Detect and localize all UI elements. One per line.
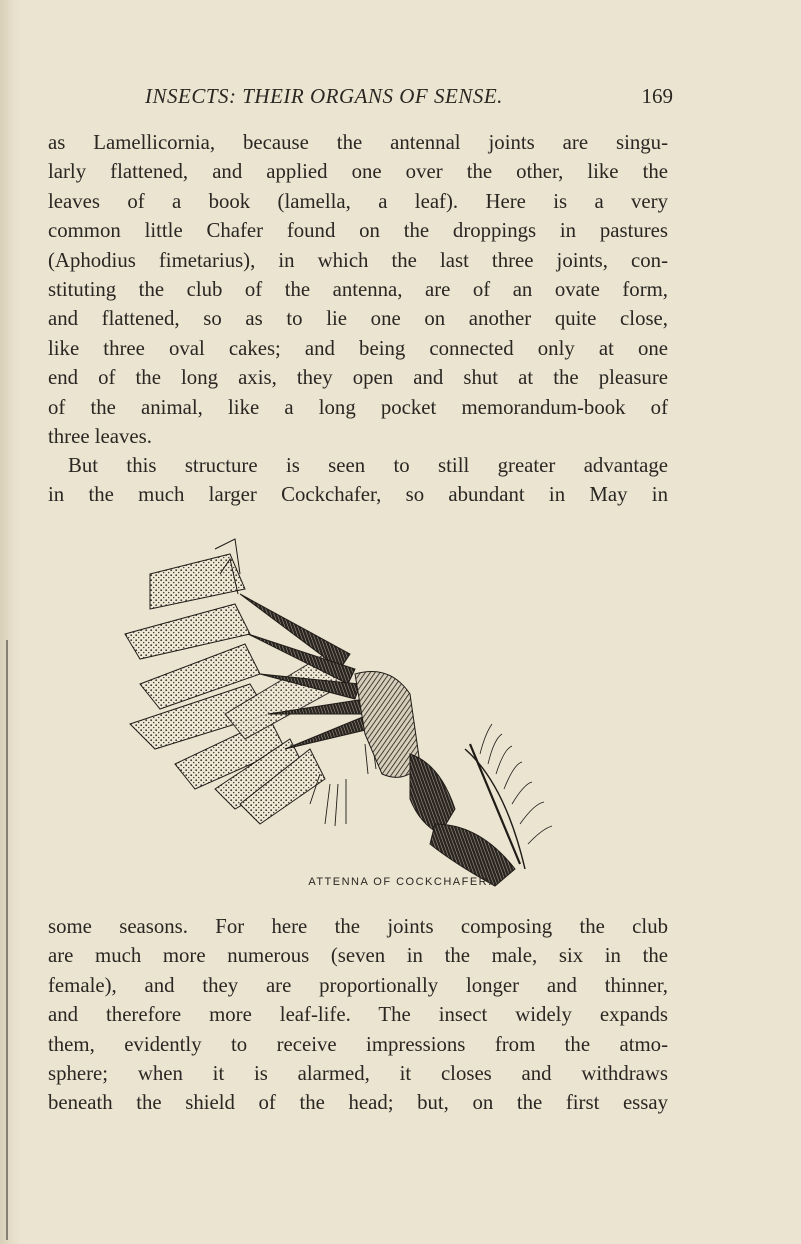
text-line: three leaves. bbox=[48, 425, 152, 449]
text-line: some seasons. For here the joints composing the club bbox=[48, 915, 668, 938]
antenna-stem bbox=[355, 672, 515, 887]
antenna-illustration bbox=[120, 534, 580, 894]
page-header bbox=[145, 84, 673, 114]
text-line: common little Chafer found on the droppings in pastures bbox=[48, 219, 668, 243]
text-line: end of the long axis, they open and shut at the pleasure bbox=[48, 366, 668, 390]
running-head: INSECTS: THEIR ORGANS OF SENSE. bbox=[145, 84, 503, 108]
text-line: as Lamellicornia, because the antennal joints are singu- bbox=[48, 131, 668, 154]
text-line: in the much larger Cockchafer, so abundant in May in bbox=[48, 483, 668, 507]
text-line: leaves of a book (lamella, a leaf). Here is a very bbox=[48, 189, 668, 213]
page-edge bbox=[0, 0, 20, 1244]
text-line: stituting the club of the antenna, are of an ovate form, bbox=[48, 278, 668, 302]
paragraph-1 bbox=[48, 128, 668, 451]
figure-caption: ATTENNA OF COCKCHAFER. bbox=[308, 876, 493, 888]
paragraph-3 bbox=[48, 912, 668, 1118]
text-line: of the animal, like a long pocket memorandum-book of bbox=[48, 395, 668, 419]
text-line: beneath the shield of the head; but, on the first essay bbox=[48, 1091, 668, 1115]
text-line: sphere; when it is alarmed, it closes and withdraws bbox=[48, 1062, 668, 1086]
text-line: and flattened, so as to lie one on another quite close, bbox=[48, 307, 668, 331]
text-line: like three oval cakes; and being connected only at one bbox=[48, 336, 668, 360]
text-line: (Aphodius fimetarius), in which the last three joints, con- bbox=[48, 248, 668, 272]
text-line: larly flattened, and applied one over the other, like the bbox=[48, 160, 668, 184]
page-number: 169 bbox=[641, 84, 673, 108]
text-line: But this structure is seen to still greater advantage bbox=[68, 454, 668, 477]
club-lamellae bbox=[125, 554, 345, 824]
paragraph-2 bbox=[48, 451, 668, 510]
text-line: female), and they are proportionally longer and thinner, bbox=[48, 973, 668, 997]
text-line: are much more numerous (seven in the male, six in the bbox=[48, 944, 668, 968]
text-line: them, evidently to receive impressions from the atmo- bbox=[48, 1032, 668, 1056]
text-line: and therefore more leaf-life. The insect widely expands bbox=[48, 1003, 668, 1027]
